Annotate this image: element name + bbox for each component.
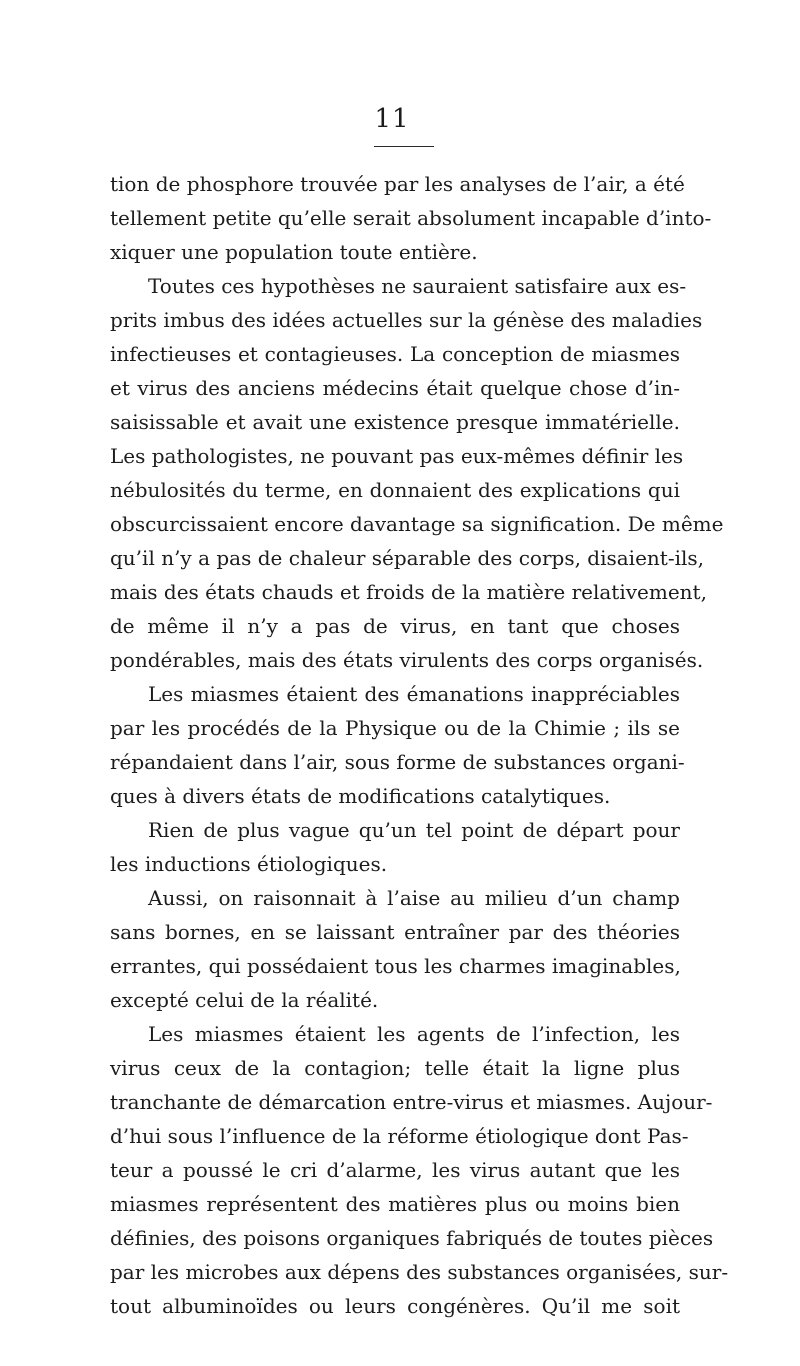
text-line: d’hui sous l’influence de la réforme étiologique dont Pas- (110, 1124, 689, 1148)
text-line: errantes, qui possédaient tous les charmes imaginables, (110, 954, 681, 978)
text-line: excepté celui de la réalité. (110, 988, 379, 1012)
page-number: 11 (374, 104, 410, 134)
text-line: par les procédés de la Physique ou de la Chimie ; ils se (110, 716, 680, 740)
text-line: prits imbus des idées actuelles sur la génèse des maladies (110, 308, 703, 332)
text-line: mais des états chauds et froids de la matière relativement, (110, 580, 707, 604)
paragraph-first-line: Rien de plus vague qu’un tel point de départ pour (148, 818, 680, 842)
text-line: virus ceux de la contagion; telle était la ligne plus (110, 1056, 680, 1080)
page-number-underline (374, 146, 434, 147)
paragraph-first-line: Aussi, on raisonnait à l’aise au milieu d’un champ (148, 886, 680, 910)
text-line: miasmes représentent des matières plus ou moins bien (110, 1192, 680, 1216)
text-line: tranchante de démarcation entre-virus et miasmes. Aujour- (110, 1090, 713, 1114)
text-line: qu’il n’y a pas de chaleur séparable des corps, disaient-ils, (110, 546, 705, 570)
text-line: tion de phosphore trouvée par les analyses de l’air, a été (110, 172, 685, 196)
text-line: nébulosités du terme, en donnaient des explications qui (110, 478, 680, 502)
paragraph-first-line: Les miasmes étaient les agents de l’infection, les (148, 1022, 680, 1046)
text-line: infectieuses et contagieuses. La conception de miasmes (110, 342, 680, 366)
text-line: définies, des poisons organiques fabriqués de toutes pièces (110, 1226, 714, 1250)
text-line: les inductions étiologiques. (110, 852, 388, 876)
text-line: par les microbes aux dépens des substances organisées, sur- (110, 1260, 729, 1284)
text-line: Les pathologistes, ne pouvant pas eux-mêmes définir les (110, 444, 684, 468)
text-line: tout albuminoïdes ou leurs congénères. Qu’il me soit (110, 1294, 680, 1318)
text-line: sans bornes, en se laissant entraîner par des théories (110, 920, 680, 944)
text-line: pondérables, mais des états virulents des corps organisés. (110, 648, 704, 672)
text-line: xiquer une population toute entière. (110, 240, 478, 264)
text-line: de même il n’y a pas de virus, en tant que choses (110, 614, 680, 638)
text-line: tellement petite qu’elle serait absolument incapable d’into- (110, 206, 712, 230)
text-line: saisissable et avait une existence presque immatérielle. (110, 410, 680, 434)
text-line: obscurcissaient encore davantage sa signification. De même (110, 512, 724, 536)
text-line: ques à divers états de modifications catalytiques. (110, 784, 611, 808)
text-line: et virus des anciens médecins était quelque chose d’in- (110, 376, 680, 400)
paragraph-first-line: Les miasmes étaient des émanations inappréciables (148, 682, 680, 706)
text-line: teur a poussé le cri d’alarme, les virus autant que les (110, 1158, 680, 1182)
text-line: répandaient dans l’air, sous forme de substances organi- (110, 750, 685, 774)
paragraph-first-line: Toutes ces hypothèses ne sauraient satisfaire aux es- (148, 274, 687, 298)
